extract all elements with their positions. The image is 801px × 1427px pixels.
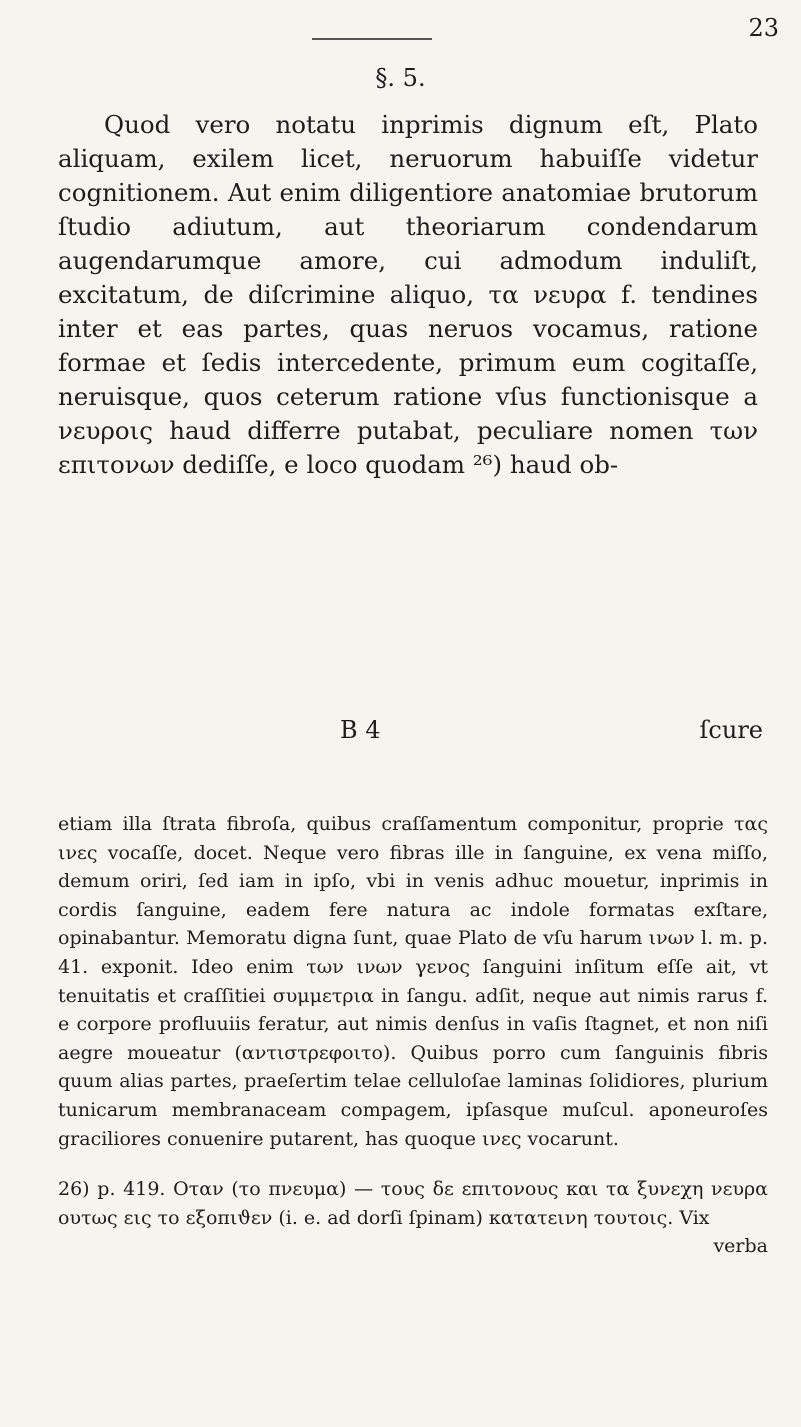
- footnote-catchword: verba: [713, 1235, 768, 1258]
- main-paragraph: Quod vero notatu inprimis dignum eſt, Plato aliquam, exilem licet, neruorum habuiſſe videtur cognitionem. Aut enim diligentiore anatomiae brutorum ſtudio adiutum, aut theoriarum condendarum augendarumque amore, cui admodum induliſt, excitatum, de diſcrimine aliquo, τα νευρα f. tendines inter et eas partes, quas neruos vocamus, ratione formae et ſedis intercedente, primum eum cogitaſſe, neruisque, quos ceterum ratione vſus functionisque a νευροις haud differre putabat, peculiare nomen των επιτονων dediſſe, e loco quodam ²⁶) haud ob-: [58, 110, 758, 479]
- page-number: 23: [748, 14, 779, 42]
- main-text: [58, 108, 758, 482]
- footnote-26: 26) p. 419. Οταν (το πνευμα) — τους δε επιτονους και τα ξυνεχη νευρα ουτως εις το εξοπιϑεν (i. e. ad dorſi ſpinam) κατατεινη τουτοις. Vix: [58, 1178, 768, 1229]
- signature-mark: B 4: [340, 716, 381, 744]
- section-heading: §. 5.: [375, 64, 426, 92]
- footnotes: [58, 810, 768, 1261]
- catchword: ſcure: [699, 716, 763, 744]
- header-rule: [312, 38, 432, 40]
- footnote-continued: etiam illa ſtrata fibroſa, quibus craſſamentum componitur, proprie τας ινες vocaſſe, docet. Neque vero fibras ille in ſanguine, ex vena miſſo, demum oriri, ſed iam in ipſo, vbi in venis adhuc mouetur, inprimis in cordis ſanguine, eadem fere natura ac indole formatas exſtare, opinabantur. Memoratu digna ſunt, quae Plato de vſu harum ινων l. m. p. 41. exponit. Ideo enim των ινων γενος ſanguini inſitum eſſe ait, vt tenuitatis et craſſitiei συμμετρια in ſangu. adſit, neque aut nimis rarus f. e corpore profluuiis feratur, aut nimis denſus in vaſis ſtagnet, et non niſi aegre moueatur (αντιστρεφοιτο). Quibus porro cum ſanguinis fibris quum alias partes, praeſertim telae celluloſae laminas ſolidiores, plurium tunicarum membranaceam compagem, ipſasque muſcul. aponeuroſes graciliores conuenire putarent, has quoque ινες vocarunt.: [58, 813, 768, 1150]
